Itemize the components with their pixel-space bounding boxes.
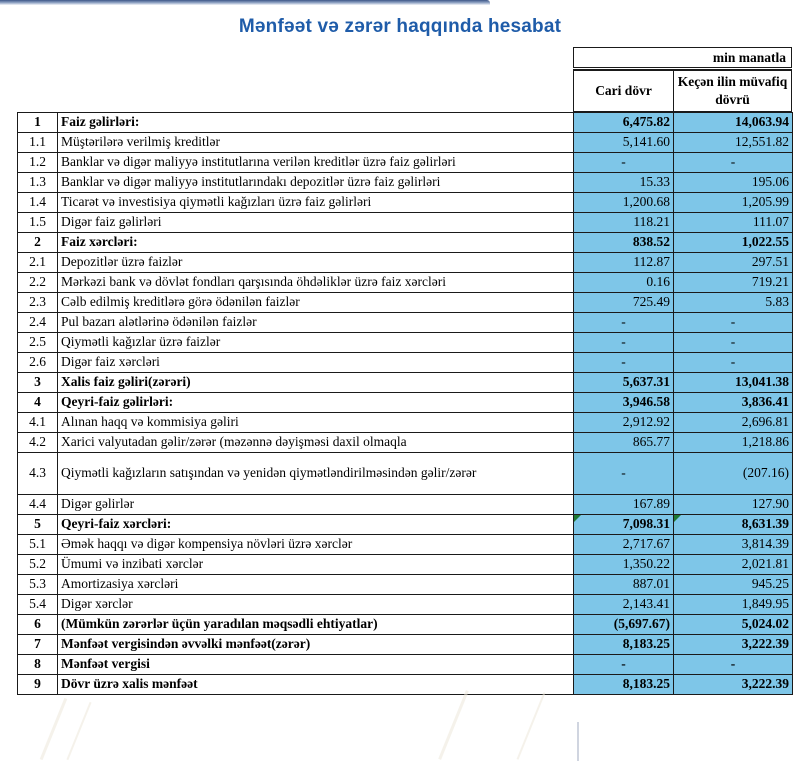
value-current-period: 167.89 (574, 495, 674, 515)
value-current-period: 112.87 (574, 253, 674, 273)
table-row (18, 393, 793, 413)
table-row (18, 193, 793, 213)
value-current-period: - (574, 333, 674, 353)
value-previous-period: 1,218.86 (674, 433, 793, 453)
row-label: Dövr üzrə xalis mənfəət (58, 675, 574, 695)
row-label: Qiymətli kağızların satışından və yenidən qiymətləndirilməsindən gəlir/zərər (58, 453, 574, 495)
row-number: 1 (18, 113, 58, 133)
row-number: 2.4 (18, 313, 58, 333)
value-previous-period: 5,024.02 (674, 615, 793, 635)
row-label: Pul bazarı alətlərinə ödənilən faizlər (58, 313, 574, 333)
value-previous-period: - (674, 353, 793, 373)
value-current-period: 6,475.82 (574, 113, 674, 133)
value-current-period: 2,717.67 (574, 535, 674, 555)
value-current-period: 725.49 (574, 293, 674, 313)
value-previous-period: (207.16) (674, 453, 793, 495)
page-title: Mənfəət və zərər haqqında hesabat (238, 16, 562, 37)
row-label: Qeyri-faiz xərcləri: (58, 515, 574, 535)
row-label: Xarici valyutadan gəlir/zərər (məzənnə dəyişməsi daxil olmaqla (58, 433, 574, 453)
table-row (18, 213, 793, 233)
value-previous-period: - (674, 153, 793, 173)
row-label: Qeyri-faiz gəlirləri: (58, 393, 574, 413)
table-row (18, 635, 793, 655)
table-row (18, 413, 793, 433)
watermark-line (517, 692, 546, 760)
value-previous-period: - (674, 333, 793, 353)
row-number: 4.3 (18, 453, 58, 495)
row-label: Amortizasiya xərcləri (58, 575, 574, 595)
watermark-line (40, 698, 68, 760)
row-label: Ticarət və investisiya qiymətli kağızları üzrə faiz gəlirləri (58, 193, 574, 213)
row-label: Banklar və digər maliyyə institutlarına verilən kreditlər üzrə faiz gəlirləri (58, 153, 574, 173)
table-row (18, 495, 793, 515)
table-row (18, 575, 793, 595)
value-current-period: 3,946.58 (574, 393, 674, 413)
value-previous-period: - (674, 655, 793, 675)
column-headers (573, 69, 792, 112)
row-label: Digər faiz gəlirləri (58, 213, 574, 233)
table-row (18, 555, 793, 575)
value-current-period: 2,912.92 (574, 413, 674, 433)
value-current-period: - (574, 655, 674, 675)
value-current-period: 838.52 (574, 233, 674, 253)
table-row (18, 515, 793, 535)
row-number: 2.6 (18, 353, 58, 373)
row-number: 5.2 (18, 555, 58, 575)
table-row (18, 535, 793, 555)
table-row (18, 293, 793, 313)
row-number: 4.4 (18, 495, 58, 515)
row-number: 1.4 (18, 193, 58, 213)
row-number: 1.1 (18, 133, 58, 153)
value-previous-period: 1,022.55 (674, 233, 793, 253)
row-label: (Mümkün zərərlər üçün yaradılan məqsədli ehtiyatlar) (58, 615, 574, 635)
value-current-period: - (574, 313, 674, 333)
value-current-period: 15.33 (574, 173, 674, 193)
table-row (18, 253, 793, 273)
value-previous-period: 111.07 (674, 213, 793, 233)
value-previous-period: 195.06 (674, 173, 793, 193)
row-label: Faiz xərcləri: (58, 233, 574, 253)
row-label: Banklar və digər maliyyə institutlarındakı depozitlər üzrə faiz gəlirləri (58, 173, 574, 193)
value-current-period: 5,141.60 (574, 133, 674, 153)
value-previous-period: 13,041.38 (674, 373, 793, 393)
row-number: 5.1 (18, 535, 58, 555)
row-label: Müştərilərə verilmiş kreditlər (58, 133, 574, 153)
row-number: 1.2 (18, 153, 58, 173)
row-number: 7 (18, 635, 58, 655)
report-table-body (18, 113, 793, 695)
value-previous-period: - (674, 313, 793, 333)
row-label: Qiymətli kağızlar üzrə faizlər (58, 333, 574, 353)
value-current-period: 0.16 (574, 273, 674, 293)
value-current-period: 5,637.31 (574, 373, 674, 393)
window-edge-strip (0, 0, 490, 5)
table-row (18, 173, 793, 193)
table-row (18, 655, 793, 675)
table-row (18, 333, 793, 353)
table-row (18, 453, 793, 495)
value-current-period: - (574, 453, 674, 495)
row-number: 1.5 (18, 213, 58, 233)
value-previous-period: 14,063.94 (674, 113, 793, 133)
row-label: Xalis faiz gəliri(zərəri) (58, 373, 574, 393)
row-label: Əmək haqqı və digər kompensiya növləri üzrə xərclər (58, 535, 574, 555)
row-label: Alınan haqq və kommisiya gəliri (58, 413, 574, 433)
row-label: Ümumi və inzibati xərclər (58, 555, 574, 575)
row-number: 4.1 (18, 413, 58, 433)
watermark-vertical-line (577, 722, 579, 761)
table-row (18, 273, 793, 293)
row-label: Faiz gəlirləri: (58, 113, 574, 133)
table-row (18, 233, 793, 253)
value-previous-period: 12,551.82 (674, 133, 793, 153)
value-current-period: 1,200.68 (574, 193, 674, 213)
value-current-period: (5,697.67) (574, 615, 674, 635)
row-number: 2.1 (18, 253, 58, 273)
value-previous-period: 1,205.99 (674, 193, 793, 213)
row-number: 2.5 (18, 333, 58, 353)
table-row (18, 675, 793, 695)
row-number: 4.2 (18, 433, 58, 453)
value-previous-period: 8,631.39 (674, 515, 793, 535)
value-current-period: 865.77 (574, 433, 674, 453)
table-row (18, 373, 793, 393)
value-previous-period: 3,836.41 (674, 393, 793, 413)
value-previous-period: 2,021.81 (674, 555, 793, 575)
value-previous-period: 3,222.39 (674, 635, 793, 655)
row-label: Digər gəlirlər (58, 495, 574, 515)
row-number: 4 (18, 393, 58, 413)
row-number: 5.3 (18, 575, 58, 595)
row-number: 2.3 (18, 293, 58, 313)
unit-label: min manatla (573, 47, 792, 68)
row-label: Depozitlər üzrə faizlər (58, 253, 574, 273)
row-number: 2.2 (18, 273, 58, 293)
value-previous-period: 3,222.39 (674, 675, 793, 695)
value-previous-period: 5.83 (674, 293, 793, 313)
watermark-line (66, 702, 91, 760)
value-previous-period: 127.90 (674, 495, 793, 515)
value-previous-period: 945.25 (674, 575, 793, 595)
value-previous-period: 297.51 (674, 253, 793, 273)
value-current-period: 8,183.25 (574, 675, 674, 695)
value-previous-period: 1,849.95 (674, 595, 793, 615)
row-label: Mənfəət vergisindən əvvəlki mənfəət(zərər) (58, 635, 574, 655)
value-previous-period: 719.21 (674, 273, 793, 293)
row-label: Digər xərclər (58, 595, 574, 615)
table-row (18, 433, 793, 453)
value-current-period: 118.21 (574, 213, 674, 233)
value-previous-period: 2,696.81 (674, 413, 793, 433)
value-previous-period: 3,814.39 (674, 535, 793, 555)
row-number: 8 (18, 655, 58, 675)
table-row (18, 153, 793, 173)
column-header-previous-period: Keçən ilin müvafiq dövrü (673, 69, 792, 112)
profit-loss-table (17, 112, 793, 695)
row-number: 5 (18, 515, 58, 535)
table-row (18, 113, 793, 133)
value-current-period: - (574, 353, 674, 373)
row-number: 3 (18, 373, 58, 393)
column-header-current-period: Cari dövr (573, 69, 673, 112)
value-current-period: 2,143.41 (574, 595, 674, 615)
row-number: 2 (18, 233, 58, 253)
row-number: 1.3 (18, 173, 58, 193)
watermark-line (438, 690, 469, 760)
row-label: Mənfəət vergisi (58, 655, 574, 675)
value-current-period: 887.01 (574, 575, 674, 595)
row-label: Cəlb edilmiş kreditlərə görə ödənilən faizlər (58, 293, 574, 313)
value-current-period: 7,098.31 (574, 515, 674, 535)
row-label: Digər faiz xərcləri (58, 353, 574, 373)
table-row (18, 353, 793, 373)
table-row (18, 133, 793, 153)
value-current-period: 1,350.22 (574, 555, 674, 575)
row-number: 6 (18, 615, 58, 635)
row-number: 9 (18, 675, 58, 695)
value-current-period: 8,183.25 (574, 635, 674, 655)
table-row (18, 313, 793, 333)
row-number: 5.4 (18, 595, 58, 615)
table-row (18, 595, 793, 615)
table-row (18, 615, 793, 635)
row-label: Mərkəzi bank və dövlət fondları qarşısında öhdəliklər üzrə faiz xərcləri (58, 273, 574, 293)
value-current-period: - (574, 153, 674, 173)
